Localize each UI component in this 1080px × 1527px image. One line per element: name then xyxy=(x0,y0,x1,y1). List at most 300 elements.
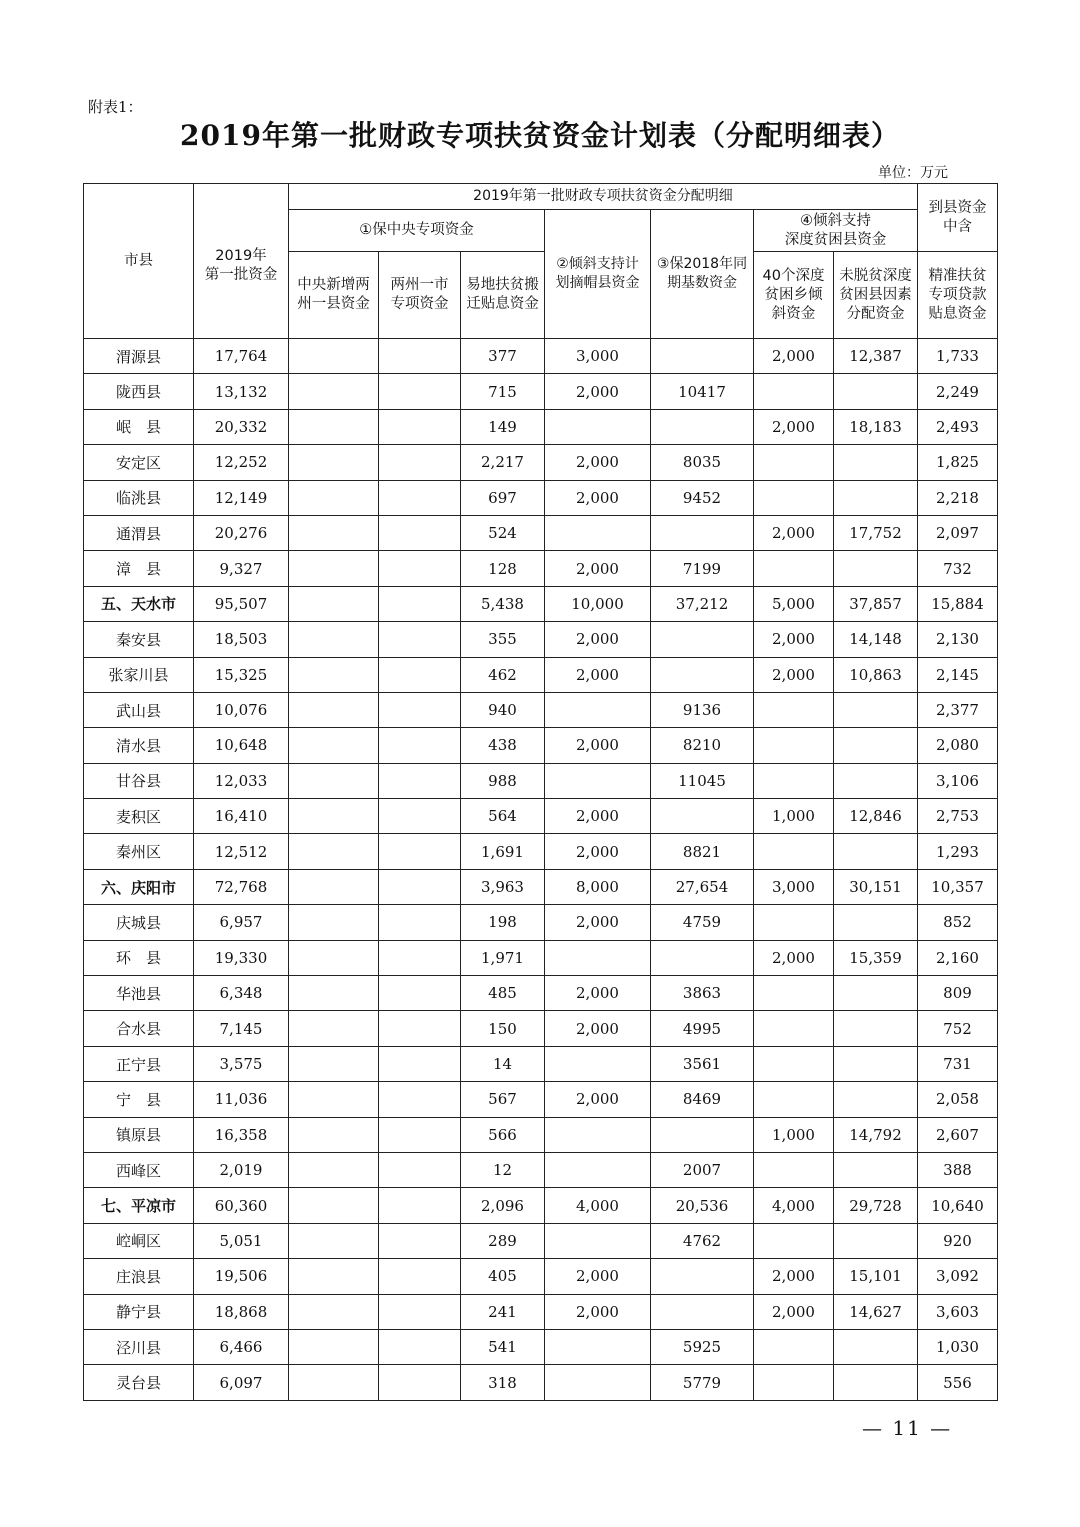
header-total: 2019年 第一批资金 xyxy=(194,184,289,339)
value-cell-c2 xyxy=(379,1365,461,1400)
value-cell-c5: 9452 xyxy=(651,480,754,515)
value-cell-c8: 731 xyxy=(918,1046,998,1081)
value-cell-c7: 37,857 xyxy=(834,586,918,621)
value-cell-c6 xyxy=(754,374,834,409)
value-cell-c7: 15,359 xyxy=(834,940,918,975)
value-cell-c4 xyxy=(545,515,651,550)
county-name-cell: 庄浪县 xyxy=(84,1259,194,1294)
value-cell-c8: 752 xyxy=(918,1011,998,1046)
value-cell-total: 7,145 xyxy=(194,1011,289,1046)
value-cell-c5 xyxy=(651,1294,754,1329)
value-cell-c1 xyxy=(289,1294,379,1329)
county-name-cell: 静宁县 xyxy=(84,1294,194,1329)
table-row xyxy=(84,657,998,692)
value-cell-total: 16,358 xyxy=(194,1117,289,1152)
county-name-cell: 崆峒区 xyxy=(84,1223,194,1258)
page-title: 2019年第一批财政专项扶贫资金计划表（分配明细表） xyxy=(180,119,900,152)
value-cell-c1 xyxy=(289,339,379,374)
value-cell-c6 xyxy=(754,551,834,586)
value-cell-c1 xyxy=(289,728,379,763)
county-name-cell: 清水县 xyxy=(84,728,194,763)
county-name-cell: 六、庆阳市 xyxy=(84,869,194,904)
value-cell-c8: 920 xyxy=(918,1223,998,1258)
value-cell-c2 xyxy=(379,374,461,409)
value-cell-c6: 5,000 xyxy=(754,586,834,621)
value-cell-c4 xyxy=(545,1329,651,1364)
value-cell-total: 12,512 xyxy=(194,834,289,869)
value-cell-total: 10,648 xyxy=(194,728,289,763)
value-cell-c2 xyxy=(379,1294,461,1329)
value-cell-c3: 14 xyxy=(461,1046,545,1081)
county-name-cell: 陇西县 xyxy=(84,374,194,409)
table-row xyxy=(84,834,998,869)
value-cell-c1 xyxy=(289,480,379,515)
value-cell-c8: 2,218 xyxy=(918,480,998,515)
table-row xyxy=(84,515,998,550)
value-cell-c8: 732 xyxy=(918,551,998,586)
value-cell-c5 xyxy=(651,339,754,374)
value-cell-c7: 29,728 xyxy=(834,1188,918,1223)
value-cell-c6 xyxy=(754,692,834,727)
value-cell-c5: 3561 xyxy=(651,1046,754,1081)
value-cell-c1 xyxy=(289,657,379,692)
value-cell-c8: 1,030 xyxy=(918,1329,998,1364)
header-g1-col1: 中央新增两 州一县资金 xyxy=(289,252,379,339)
value-cell-c4: 8,000 xyxy=(545,869,651,904)
county-name-cell: 渭源县 xyxy=(84,339,194,374)
value-cell-c6: 2,000 xyxy=(754,657,834,692)
value-cell-c4: 2,000 xyxy=(545,1082,651,1117)
value-cell-total: 12,252 xyxy=(194,445,289,480)
value-cell-c7 xyxy=(834,763,918,798)
header-col3: ③保2018年同 期基数资金 xyxy=(651,210,754,339)
value-cell-c3: 5,438 xyxy=(461,586,545,621)
value-cell-c3: 405 xyxy=(461,1259,545,1294)
value-cell-c8: 2,607 xyxy=(918,1117,998,1152)
value-cell-c1 xyxy=(289,940,379,975)
value-cell-c1 xyxy=(289,515,379,550)
value-cell-c3: 150 xyxy=(461,1011,545,1046)
value-cell-c1 xyxy=(289,409,379,444)
value-cell-c4: 2,000 xyxy=(545,551,651,586)
value-cell-c5 xyxy=(651,409,754,444)
header-to-county-sub: 精准扶贫 专项贷款 贴息资金 xyxy=(918,252,998,339)
table-row xyxy=(84,1117,998,1152)
value-cell-c3: 988 xyxy=(461,763,545,798)
value-cell-c7: 14,792 xyxy=(834,1117,918,1152)
value-cell-c8: 2,249 xyxy=(918,374,998,409)
value-cell-c5 xyxy=(651,799,754,834)
value-cell-c1 xyxy=(289,1117,379,1152)
value-cell-c1 xyxy=(289,905,379,940)
value-cell-c2 xyxy=(379,1046,461,1081)
value-cell-c8: 3,092 xyxy=(918,1259,998,1294)
value-cell-c5: 2007 xyxy=(651,1152,754,1187)
value-cell-c2 xyxy=(379,586,461,621)
city-subtotal-row xyxy=(84,586,998,621)
table-row xyxy=(84,1259,998,1294)
table-row xyxy=(84,1223,998,1258)
value-cell-c5: 7199 xyxy=(651,551,754,586)
value-cell-c5: 8469 xyxy=(651,1082,754,1117)
value-cell-c7 xyxy=(834,445,918,480)
table-row xyxy=(84,374,998,409)
value-cell-c3: 318 xyxy=(461,1365,545,1400)
table-row xyxy=(84,692,998,727)
header-g1-col3: 易地扶贫搬 迁贴息资金 xyxy=(461,252,545,339)
value-cell-c4: 2,000 xyxy=(545,1011,651,1046)
county-name-cell: 七、平凉市 xyxy=(84,1188,194,1223)
value-cell-c4 xyxy=(545,940,651,975)
value-cell-c8: 1,825 xyxy=(918,445,998,480)
value-cell-total: 10,076 xyxy=(194,692,289,727)
header-detail-group: 2019年第一批财政专项扶贫资金分配明细 xyxy=(289,184,918,210)
city-subtotal-row xyxy=(84,869,998,904)
value-cell-total: 20,276 xyxy=(194,515,289,550)
value-cell-c8: 1,293 xyxy=(918,834,998,869)
value-cell-c2 xyxy=(379,622,461,657)
value-cell-c8: 809 xyxy=(918,976,998,1011)
value-cell-c3: 128 xyxy=(461,551,545,586)
value-cell-c1 xyxy=(289,1188,379,1223)
value-cell-c7: 14,627 xyxy=(834,1294,918,1329)
value-cell-total: 5,051 xyxy=(194,1223,289,1258)
value-cell-c8: 3,603 xyxy=(918,1294,998,1329)
value-cell-c1 xyxy=(289,1046,379,1081)
value-cell-c3: 564 xyxy=(461,799,545,834)
value-cell-total: 17,764 xyxy=(194,339,289,374)
value-cell-c2 xyxy=(379,551,461,586)
value-cell-c5: 10417 xyxy=(651,374,754,409)
value-cell-c1 xyxy=(289,1152,379,1187)
county-name-cell: 华池县 xyxy=(84,976,194,1011)
table-row xyxy=(84,976,998,1011)
value-cell-c2 xyxy=(379,1152,461,1187)
table-row xyxy=(84,1082,998,1117)
value-cell-total: 15,325 xyxy=(194,657,289,692)
value-cell-c3: 715 xyxy=(461,374,545,409)
value-cell-c7 xyxy=(834,1365,918,1400)
header-col2: ②倾斜支持计 划摘帽县资金 xyxy=(545,210,651,339)
value-cell-c7 xyxy=(834,1329,918,1364)
value-cell-c2 xyxy=(379,657,461,692)
table-row xyxy=(84,622,998,657)
value-cell-c3: 438 xyxy=(461,728,545,763)
value-cell-total: 6,466 xyxy=(194,1329,289,1364)
value-cell-c5: 37,212 xyxy=(651,586,754,621)
value-cell-c6 xyxy=(754,763,834,798)
value-cell-c4: 3,000 xyxy=(545,339,651,374)
value-cell-c5: 20,536 xyxy=(651,1188,754,1223)
value-cell-c4: 4,000 xyxy=(545,1188,651,1223)
header-group1: ①保中央专项资金 xyxy=(289,210,545,252)
header-county: 市县 xyxy=(84,184,194,339)
value-cell-c4 xyxy=(545,1223,651,1258)
value-cell-c8: 2,493 xyxy=(918,409,998,444)
value-cell-c2 xyxy=(379,728,461,763)
value-cell-total: 3,575 xyxy=(194,1046,289,1081)
value-cell-c6 xyxy=(754,1329,834,1364)
table-row xyxy=(84,1011,998,1046)
value-cell-c4: 2,000 xyxy=(545,1294,651,1329)
value-cell-c6 xyxy=(754,976,834,1011)
county-name-cell: 正宁县 xyxy=(84,1046,194,1081)
value-cell-c3: 566 xyxy=(461,1117,545,1152)
county-name-cell: 岷 县 xyxy=(84,409,194,444)
value-cell-c5: 8210 xyxy=(651,728,754,763)
value-cell-c7 xyxy=(834,1152,918,1187)
value-cell-c4: 2,000 xyxy=(545,445,651,480)
value-cell-c3: 567 xyxy=(461,1082,545,1117)
value-cell-c8: 2,160 xyxy=(918,940,998,975)
table-row xyxy=(84,905,998,940)
header-to-county: 到县资金 中含 xyxy=(918,184,998,252)
value-cell-total: 16,410 xyxy=(194,799,289,834)
county-name-cell: 泾川县 xyxy=(84,1329,194,1364)
value-cell-c4 xyxy=(545,409,651,444)
table-row xyxy=(84,799,998,834)
value-cell-c7 xyxy=(834,480,918,515)
value-cell-c8: 2,097 xyxy=(918,515,998,550)
value-cell-c3: 149 xyxy=(461,409,545,444)
value-cell-c1 xyxy=(289,1011,379,1046)
value-cell-c5: 27,654 xyxy=(651,869,754,904)
table-row xyxy=(84,728,998,763)
value-cell-c8: 2,080 xyxy=(918,728,998,763)
value-cell-c2 xyxy=(379,409,461,444)
county-name-cell: 秦州区 xyxy=(84,834,194,869)
value-cell-c2 xyxy=(379,1082,461,1117)
value-cell-c7 xyxy=(834,551,918,586)
value-cell-c7 xyxy=(834,1046,918,1081)
value-cell-c4: 2,000 xyxy=(545,905,651,940)
value-cell-c5 xyxy=(651,515,754,550)
county-name-cell: 武山县 xyxy=(84,692,194,727)
value-cell-c2 xyxy=(379,763,461,798)
value-cell-total: 60,360 xyxy=(194,1188,289,1223)
value-cell-c4 xyxy=(545,1365,651,1400)
county-name-cell: 庆城县 xyxy=(84,905,194,940)
table-row xyxy=(84,409,998,444)
value-cell-c1 xyxy=(289,692,379,727)
value-cell-c3: 1,971 xyxy=(461,940,545,975)
value-cell-c4: 2,000 xyxy=(545,834,651,869)
county-name-cell: 安定区 xyxy=(84,445,194,480)
value-cell-c5: 4759 xyxy=(651,905,754,940)
value-cell-c6 xyxy=(754,728,834,763)
value-cell-c4: 2,000 xyxy=(545,728,651,763)
value-cell-c6 xyxy=(754,445,834,480)
table-row xyxy=(84,551,998,586)
value-cell-c8: 2,058 xyxy=(918,1082,998,1117)
value-cell-c1 xyxy=(289,551,379,586)
table-row xyxy=(84,1365,998,1400)
value-cell-c5 xyxy=(651,622,754,657)
county-name-cell: 宁 县 xyxy=(84,1082,194,1117)
county-name-cell: 通渭县 xyxy=(84,515,194,550)
table-row xyxy=(84,1152,998,1187)
value-cell-c1 xyxy=(289,586,379,621)
value-cell-c8: 10,357 xyxy=(918,869,998,904)
value-cell-c1 xyxy=(289,1223,379,1258)
value-cell-c8: 556 xyxy=(918,1365,998,1400)
value-cell-c7: 30,151 xyxy=(834,869,918,904)
value-cell-total: 19,506 xyxy=(194,1259,289,1294)
value-cell-c6 xyxy=(754,1046,834,1081)
value-cell-c7 xyxy=(834,728,918,763)
value-cell-c6 xyxy=(754,1082,834,1117)
county-name-cell: 甘谷县 xyxy=(84,763,194,798)
county-name-cell: 秦安县 xyxy=(84,622,194,657)
value-cell-c2 xyxy=(379,905,461,940)
value-cell-total: 18,868 xyxy=(194,1294,289,1329)
value-cell-c8: 2,130 xyxy=(918,622,998,657)
value-cell-c2 xyxy=(379,834,461,869)
value-cell-total: 6,957 xyxy=(194,905,289,940)
value-cell-c5: 4995 xyxy=(651,1011,754,1046)
value-cell-c3: 697 xyxy=(461,480,545,515)
value-cell-c6 xyxy=(754,480,834,515)
value-cell-c2 xyxy=(379,1223,461,1258)
value-cell-c5: 4762 xyxy=(651,1223,754,1258)
value-cell-c8: 3,106 xyxy=(918,763,998,798)
value-cell-c6: 2,000 xyxy=(754,409,834,444)
value-cell-c5: 5925 xyxy=(651,1329,754,1364)
value-cell-total: 18,503 xyxy=(194,622,289,657)
value-cell-c5 xyxy=(651,1259,754,1294)
value-cell-c8: 2,377 xyxy=(918,692,998,727)
value-cell-c4: 2,000 xyxy=(545,799,651,834)
value-cell-c7: 15,101 xyxy=(834,1259,918,1294)
header-g4-col1: 40个深度 贫困乡倾 斜资金 xyxy=(754,252,834,339)
value-cell-c1 xyxy=(289,799,379,834)
county-name-cell: 五、天水市 xyxy=(84,586,194,621)
value-cell-c6 xyxy=(754,1152,834,1187)
county-name-cell: 张家川县 xyxy=(84,657,194,692)
value-cell-c4 xyxy=(545,1046,651,1081)
value-cell-c3: 3,963 xyxy=(461,869,545,904)
value-cell-c7: 18,183 xyxy=(834,409,918,444)
value-cell-c6: 3,000 xyxy=(754,869,834,904)
value-cell-total: 19,330 xyxy=(194,940,289,975)
value-cell-c5: 5779 xyxy=(651,1365,754,1400)
value-cell-c4: 10,000 xyxy=(545,586,651,621)
county-name-cell: 合水县 xyxy=(84,1011,194,1046)
value-cell-c5 xyxy=(651,1117,754,1152)
value-cell-c6 xyxy=(754,834,834,869)
value-cell-c1 xyxy=(289,622,379,657)
value-cell-c8: 2,753 xyxy=(918,799,998,834)
value-cell-c3: 355 xyxy=(461,622,545,657)
county-name-cell: 西峰区 xyxy=(84,1152,194,1187)
value-cell-c8: 1,733 xyxy=(918,339,998,374)
value-cell-c1 xyxy=(289,869,379,904)
value-cell-c6: 4,000 xyxy=(754,1188,834,1223)
value-cell-c6 xyxy=(754,1365,834,1400)
value-cell-c1 xyxy=(289,374,379,409)
value-cell-c1 xyxy=(289,1082,379,1117)
value-cell-c1 xyxy=(289,1329,379,1364)
value-cell-c7: 17,752 xyxy=(834,515,918,550)
value-cell-c6: 2,000 xyxy=(754,1259,834,1294)
annex-label: 附表1： xyxy=(88,98,143,116)
value-cell-c8: 15,884 xyxy=(918,586,998,621)
value-cell-total: 6,097 xyxy=(194,1365,289,1400)
value-cell-c4 xyxy=(545,763,651,798)
value-cell-c4: 2,000 xyxy=(545,622,651,657)
value-cell-c4: 2,000 xyxy=(545,657,651,692)
value-cell-c6: 2,000 xyxy=(754,515,834,550)
value-cell-c7: 10,863 xyxy=(834,657,918,692)
value-cell-c3: 2,217 xyxy=(461,445,545,480)
value-cell-c5 xyxy=(651,940,754,975)
value-cell-c3: 940 xyxy=(461,692,545,727)
value-cell-c8: 852 xyxy=(918,905,998,940)
value-cell-c3: 289 xyxy=(461,1223,545,1258)
value-cell-c1 xyxy=(289,1259,379,1294)
value-cell-c7 xyxy=(834,1082,918,1117)
value-cell-c2 xyxy=(379,1011,461,1046)
value-cell-c2 xyxy=(379,692,461,727)
table-row xyxy=(84,480,998,515)
value-cell-total: 13,132 xyxy=(194,374,289,409)
value-cell-c3: 541 xyxy=(461,1329,545,1364)
value-cell-c5: 8821 xyxy=(651,834,754,869)
value-cell-c3: 12 xyxy=(461,1152,545,1187)
value-cell-c3: 1,691 xyxy=(461,834,545,869)
value-cell-total: 72,768 xyxy=(194,869,289,904)
value-cell-c8: 10,640 xyxy=(918,1188,998,1223)
value-cell-c2 xyxy=(379,976,461,1011)
value-cell-c1 xyxy=(289,763,379,798)
city-subtotal-row xyxy=(84,1188,998,1223)
value-cell-total: 9,327 xyxy=(194,551,289,586)
value-cell-c3: 485 xyxy=(461,976,545,1011)
value-cell-c6 xyxy=(754,1223,834,1258)
value-cell-total: 11,036 xyxy=(194,1082,289,1117)
value-cell-c4: 2,000 xyxy=(545,976,651,1011)
value-cell-c2 xyxy=(379,1259,461,1294)
header-g1-col2: 两州一市 专项资金 xyxy=(379,252,461,339)
value-cell-c6: 1,000 xyxy=(754,799,834,834)
value-cell-total: 6,348 xyxy=(194,976,289,1011)
table-row xyxy=(84,1329,998,1364)
value-cell-c1 xyxy=(289,834,379,869)
value-cell-c5: 8035 xyxy=(651,445,754,480)
unit-label: 单位：万元 xyxy=(878,165,948,181)
header-group4: ④倾斜支持 深度贫困县资金 xyxy=(754,210,918,252)
page-number: — 11 — xyxy=(862,1416,953,1440)
value-cell-c1 xyxy=(289,976,379,1011)
value-cell-c8: 388 xyxy=(918,1152,998,1187)
value-cell-total: 2,019 xyxy=(194,1152,289,1187)
value-cell-total: 95,507 xyxy=(194,586,289,621)
table-row xyxy=(84,339,998,374)
value-cell-c7 xyxy=(834,905,918,940)
table-row xyxy=(84,1046,998,1081)
value-cell-total: 12,033 xyxy=(194,763,289,798)
value-cell-c2 xyxy=(379,1117,461,1152)
table-row xyxy=(84,1294,998,1329)
value-cell-c7 xyxy=(834,692,918,727)
value-cell-c3: 377 xyxy=(461,339,545,374)
value-cell-c2 xyxy=(379,1329,461,1364)
value-cell-total: 12,149 xyxy=(194,480,289,515)
value-cell-c1 xyxy=(289,1365,379,1400)
value-cell-c3: 241 xyxy=(461,1294,545,1329)
value-cell-c6 xyxy=(754,905,834,940)
table-row xyxy=(84,763,998,798)
